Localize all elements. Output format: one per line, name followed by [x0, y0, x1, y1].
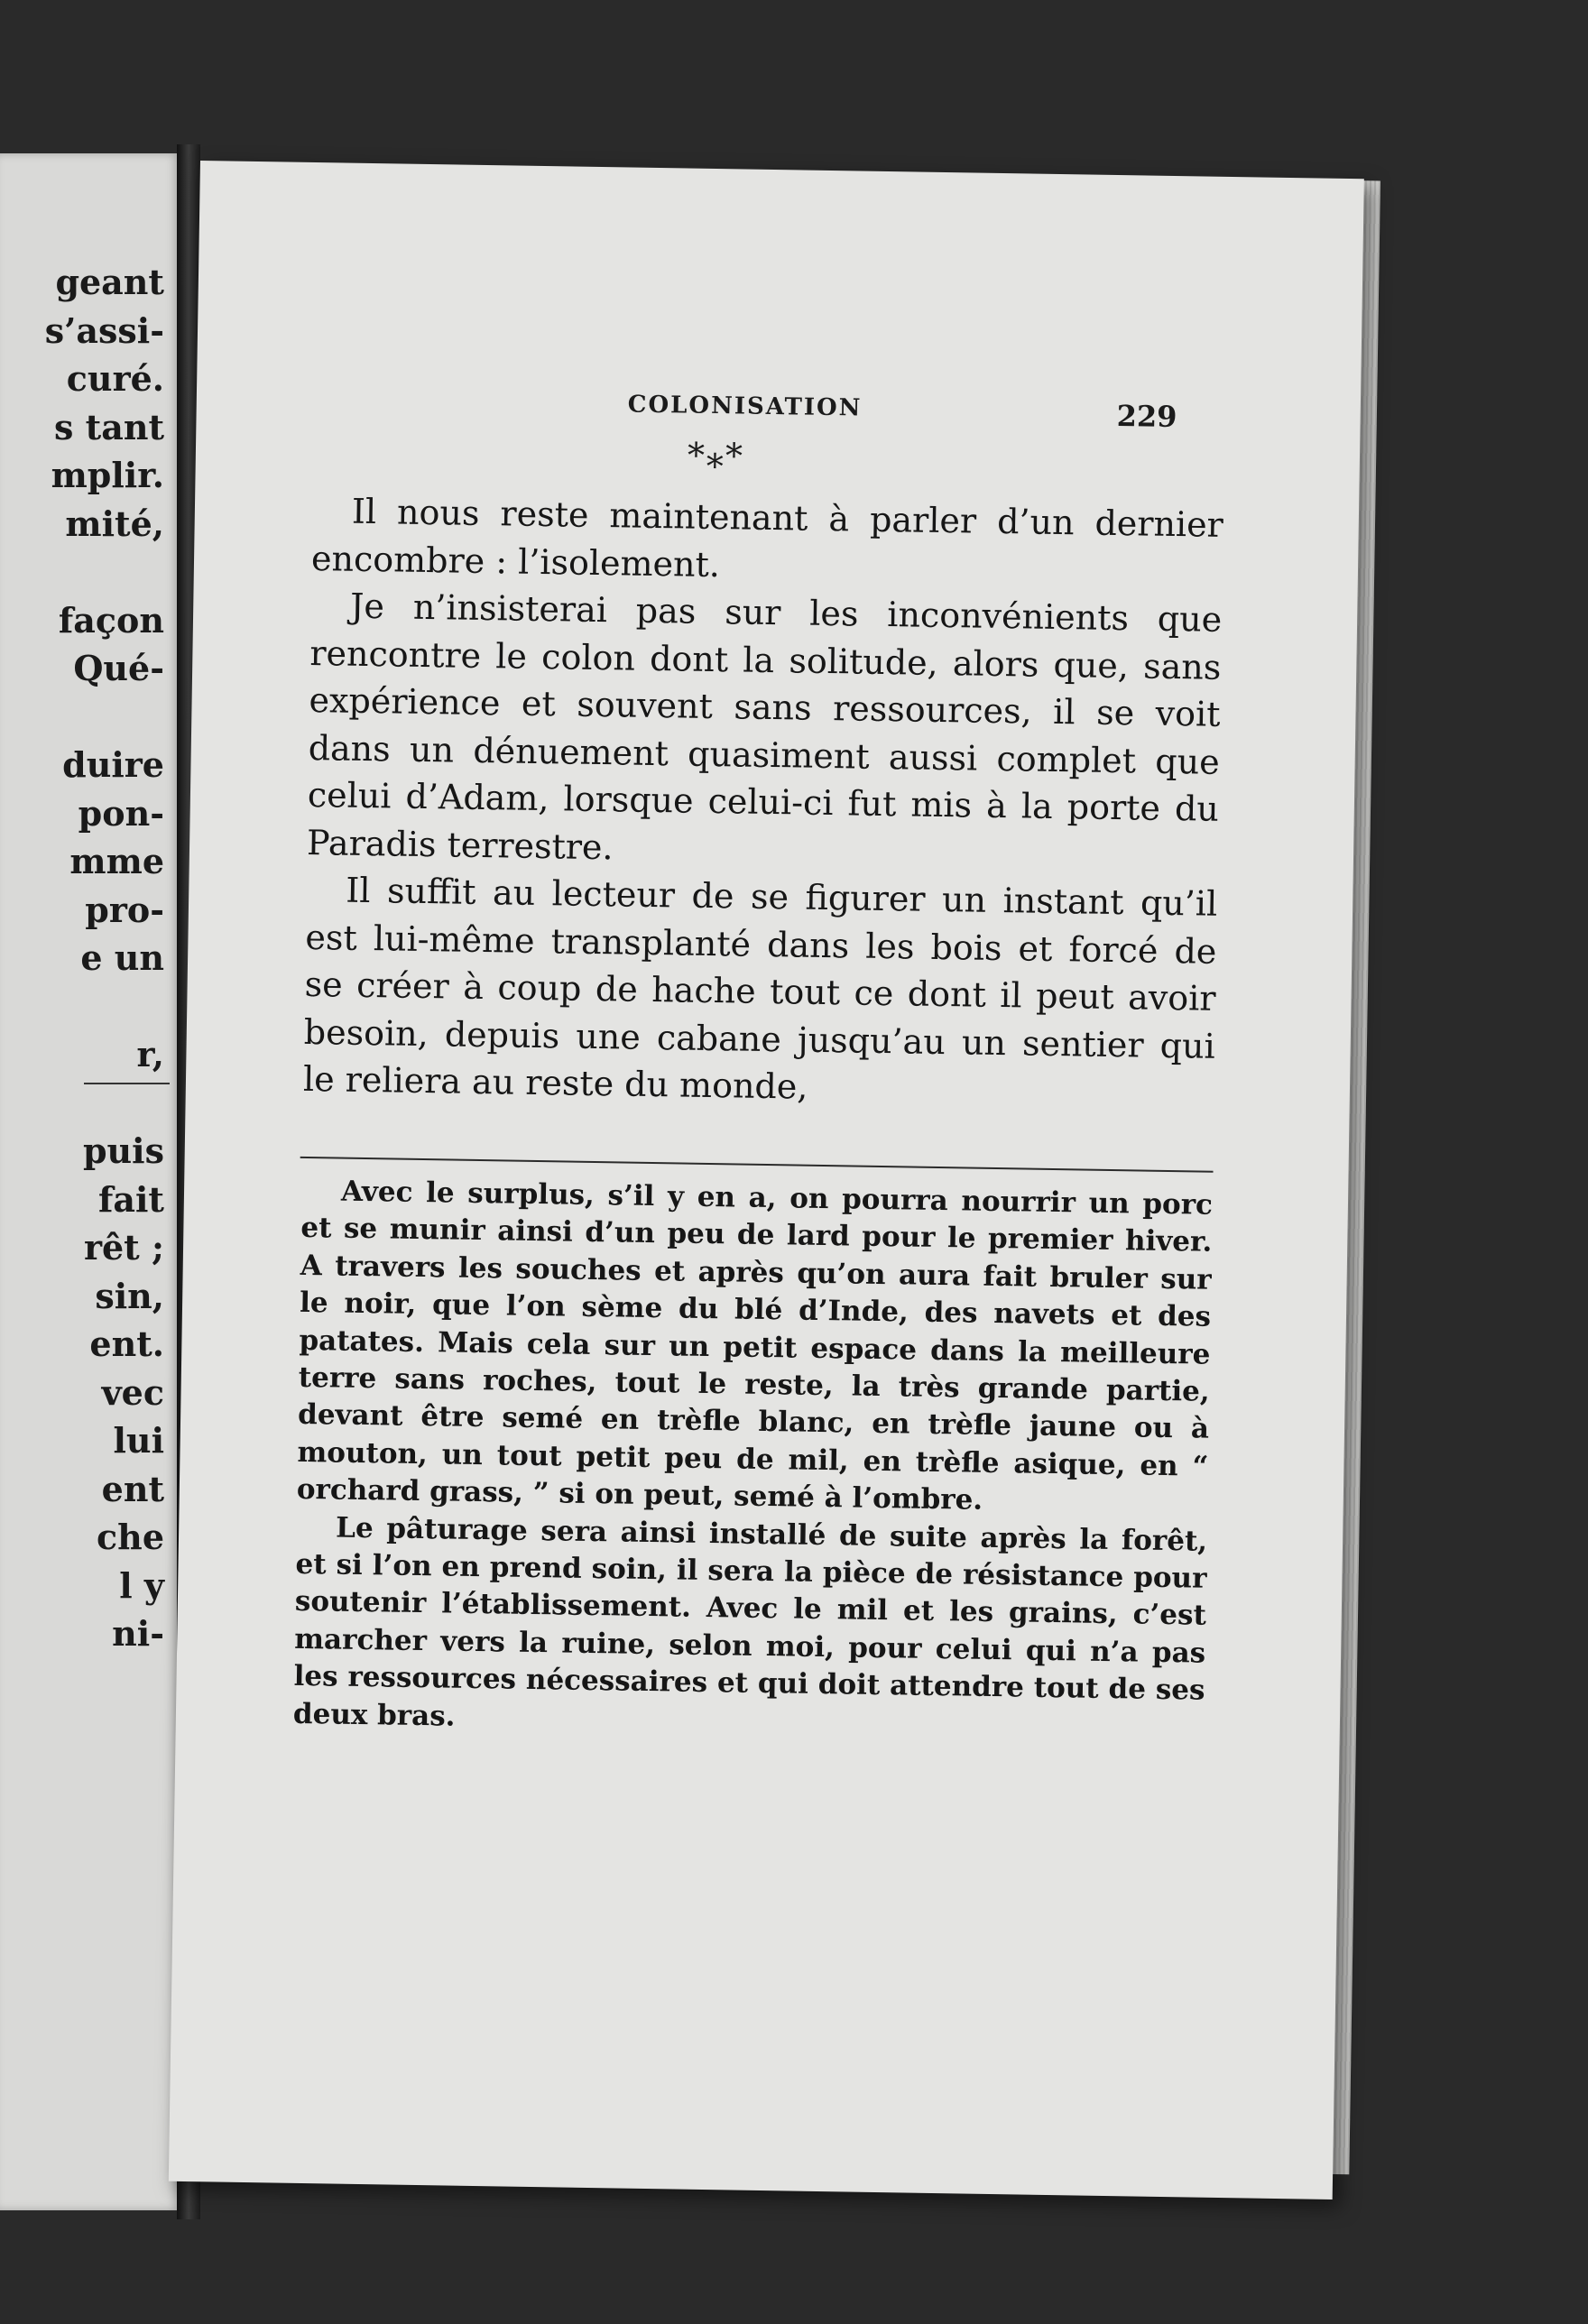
previous-page-line: ent [101, 1468, 164, 1509]
previous-page-line: pro- [85, 889, 164, 930]
previous-page-line: rêt ; [83, 1227, 164, 1268]
body-paragraph: Il nous reste maintenant à parler d’un dernier encombre : l’isolement. [310, 491, 1224, 585]
previous-page-line: duire [62, 744, 164, 785]
body-paragraph: Il suffit au lecteur de se figurer un instant qu’il est lui-même transplanté dans les bois et forcé de se créer à coup de hache tout ce dont il peut avoir besoin, depuis une cabane jusqu’au un sentier qui le reliera au reste du monde, [302, 870, 1218, 1107]
book-page-229 [169, 161, 1364, 2200]
previous-page-line: l y [119, 1564, 164, 1606]
body-text [303, 487, 1224, 1117]
previous-page-line: mplir. [51, 455, 164, 495]
previous-page-line: geant [55, 262, 164, 302]
page-number: 229 [1116, 398, 1177, 435]
previous-page-line: mme [69, 841, 164, 881]
previous-page-line: Qué- [73, 648, 164, 688]
previous-page-line: façon [58, 599, 164, 641]
running-head: COLONISATION [627, 391, 863, 422]
previous-page-line: puis [82, 1130, 164, 1171]
footnote-text [293, 1173, 1214, 1748]
footnote-paragraph: Le pâturage sera ainsi installé de suite après la forêt, et si l’on en prend soin, il sera la pièce de résistance pour soutenir l’établissement. Avec le mil et les grains, c’est marcher vers la ruine, selon moi, pour celui qui n’a pas les ressources nécessaires et qui doit attendre tout de ses deux bras. [292, 1511, 1208, 1733]
previous-page-line: ent. [89, 1323, 164, 1364]
previous-page-line: e un [80, 937, 164, 978]
previous-page-line: s tant [54, 406, 164, 447]
previous-page-line: lui [113, 1420, 164, 1461]
previous-page-line: che [97, 1517, 164, 1557]
section-ornament-asterism: *⁎* [687, 435, 745, 476]
previous-page-line: s’assi- [44, 309, 164, 351]
footnote-separator [300, 1157, 1214, 1173]
previous-page-fragment [0, 153, 180, 2210]
previous-page-line: r, [136, 1034, 164, 1074]
previous-page-line: fait [98, 1178, 164, 1220]
previous-page-line: pon- [78, 792, 164, 834]
previous-page-line: mité, [65, 503, 164, 544]
previous-page-footnote-rule [84, 1083, 170, 1084]
footnote-paragraph: Avec le surplus, s’il y en a, on pourra nourrir un porc et se munir ainsi d’un peu de lard pour le premier hiver. A travers les souches et après qu’on aura fait bruler sur le noir, que l’on sème du blé d’Inde, des navets et des patates. Mais cela sur un petit espace dans la meilleure terre sans roches, tout le reste, la très grande partie, devant être semé en trèfle blanc, en trèfle jaune ou à mouton, un tout petit peu de mil, en trèfle asique, en “ orchard grass, ” si on peut, semé à l’ombre. [296, 1175, 1214, 1517]
previous-page-line: curé. [66, 358, 164, 399]
previous-page-line: sin, [95, 1275, 164, 1316]
body-paragraph: Je n’insisterai pas sur les inconvénients que rencontre le colon dont la solitude, alors que, sans expérience et souvent sans ressources, il se voit dans un dénuement quasiment aussi complet que celui d’Adam, lorsque celui-ci fut mis à la porte du Paradis terrestre. [306, 586, 1223, 867]
previous-page-line: ni- [112, 1613, 164, 1654]
previous-page-line: vec [101, 1371, 164, 1413]
